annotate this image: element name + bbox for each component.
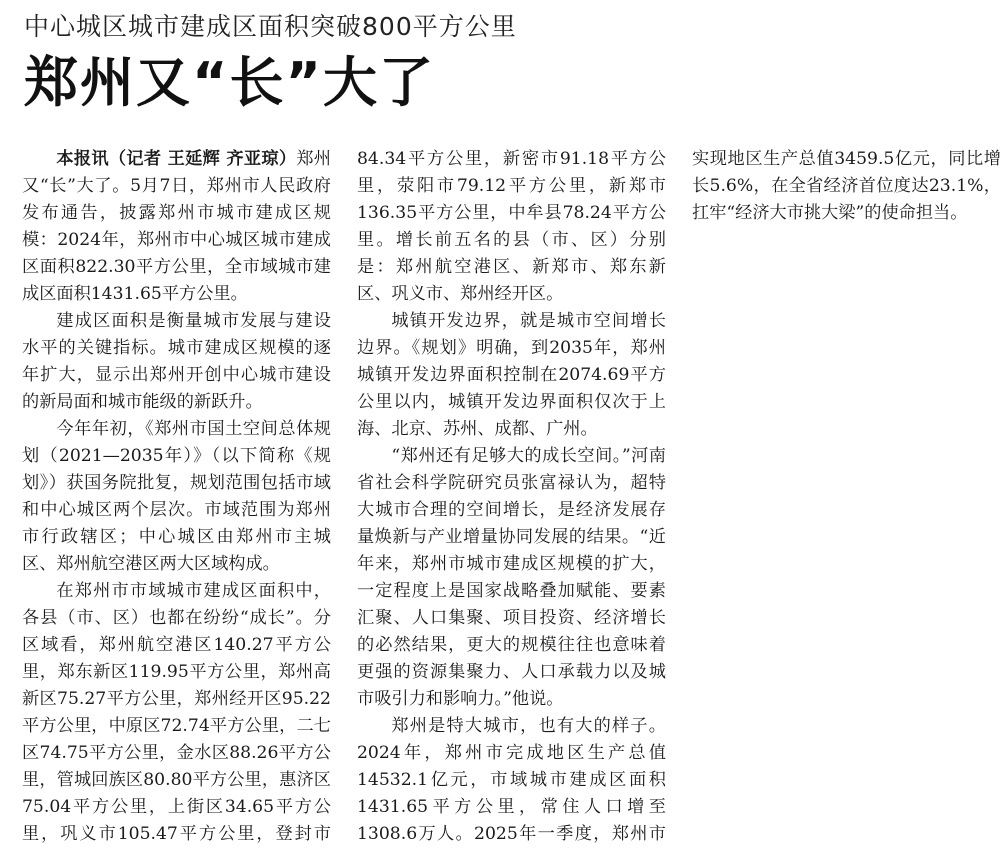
paragraph-text: 郑州又“长”大了。5月7日，郑州市人民政府发布通告，披露郑州市城市建成区规模：2024年，郑州市中心城区城市建成区面积822.30平方公里，全市域城市建成区面积1431.65平方公里。 (22, 149, 331, 304)
article-paragraph-2: 建成区面积是衡量城市发展与建设水平的关键指标。城市建成区规模的逐年扩大，显示出郑州开创中心城市建设的新局面和城市能级的新跃升。 (22, 311, 331, 412)
article-dateline: 本报讯（记者 王延辉 齐亚琼） (56, 149, 297, 169)
article-paragraph-5: 城镇开发边界，就是城市空间增长边界。《规划》明确，到2035年，郑州城镇开发边界面积控制在2074.69平方公里以内，城镇开发边界面积仅次于上海、北京、苏州、成都、广州。 (357, 311, 666, 439)
article-paragraph-4: 在郑州市市域城市建成区面积中，各县（市、区）也都在纷纷“成长”。分区域看，郑州航空港区140.27平方公里，郑东新区119.95平方公里，郑州高新区75.27平方公里，郑州经开区95.22平方公里，中原区72.74平方公里，二七区74.75平方公里，金水区88.26平方公里，管城回族区80.80平方公里，惠济区75.04平方公里，上街区34.65平方公里，巩义市105.47平方公里，登封市84.34平方公里，新密市91.18平方公里，荥阳市79.12平方公里，新郑市136.35平方公里，中牟县78.24平方公里。增长前五名的县（市、区）分别是：郑州航空港区、新郑市、郑东新区、巩义市、郑州经开区。 (22, 149, 666, 844)
article-paragraph-1 (22, 146, 331, 308)
article-headline: 郑州又“长”大了 (24, 51, 435, 114)
article-paragraph-6: “郑州还有足够大的成长空间。”河南省社会科学院研究员张富禄认为，超特大城市合理的空间增长，是经济发展存量焕新与产业增量协同发展的结果。“近年来，郑州市城市建成区规模的扩大，一定程度上是国家战略叠加赋能、要素汇聚、人口集聚、项目投资、经济增长的必然结果，更大的规模往往也意味着更强的资源集聚力、人口承载力以及城市吸引力和影响力。”他说。 (357, 446, 666, 709)
article-body (22, 146, 1001, 856)
article-paragraph-3: 今年年初，《郑州市国土空间总体规划（2021—2035年）》（以下简称《规划》）获国务院批复，规划范围包括市域和中心城区两个层次。市域范围为郑州市行政辖区；中心城区由郑州市主城区、郑州航空港区两大区域构成。 (22, 419, 331, 574)
article-paragraph-7: 郑州是特大城市，也有大的样子。2024年，郑州市完成地区生产总值14532.1亿元，市域城市建成区面积1431.65平方公里，常住人口增至1308.6万人。2025年一季度，郑州市实现地区生产总值3459.5亿元，同比增长5.6%，在全省经济首位度达23.1%，扛牢“经济大市挑大梁”的使命担当。 (357, 149, 1001, 844)
article-kicker: 中心城区城市建成区面积突破800平方公里 (24, 12, 517, 41)
